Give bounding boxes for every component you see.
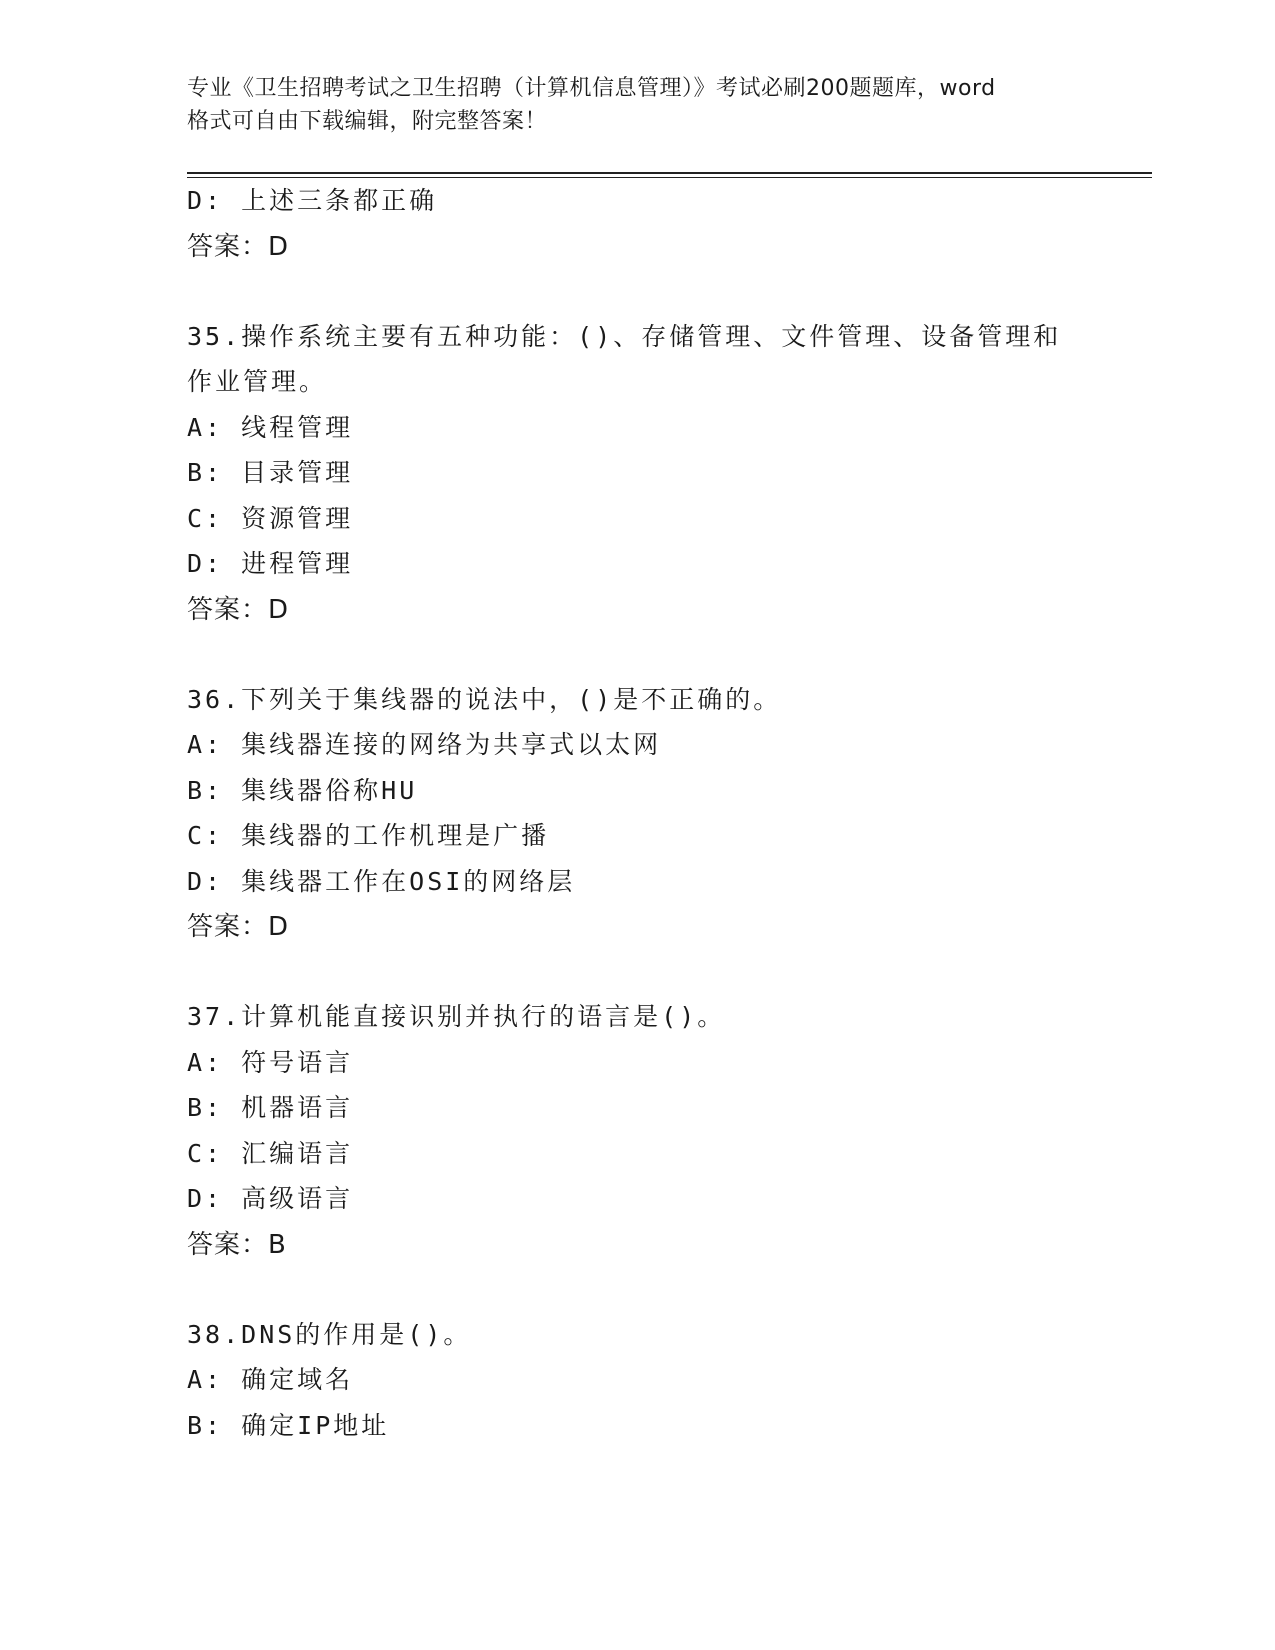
question-stem: 作业管理。 [187, 367, 328, 396]
question-37 [187, 994, 1152, 1268]
header-line-2: 格式可自由下载编辑，附完整答案！ [187, 109, 548, 134]
answer-line: 答案：D [187, 231, 290, 262]
option-b: B: 机器语言 [187, 1093, 354, 1122]
option-a: A: 符号语言 [187, 1047, 354, 1077]
answer-line: 答案：D [187, 912, 290, 942]
question-list [187, 178, 1152, 1448]
option-d: D: 进程管理 [187, 549, 354, 578]
option-a: A: 线程管理 [187, 412, 354, 442]
question-stem: 36.下列关于集线器的说法中，()是不正确的。 [187, 684, 782, 714]
document-header [187, 72, 1152, 138]
question-stem: 35.操作系统主要有五种功能：()、存储管理、文件管理、设备管理和 [187, 321, 1062, 351]
option-b: B: 集线器俗称HU [187, 775, 418, 805]
question-35 [187, 314, 1152, 633]
option-c: C: 资源管理 [187, 503, 354, 533]
option-d: D: 高级语言 [187, 1184, 354, 1213]
document-page [187, 72, 1152, 1448]
answer-line: 答案：B [187, 1229, 287, 1260]
question-stem: 38.DNS的作用是()。 [187, 1319, 472, 1349]
question-36 [187, 677, 1152, 951]
question-38 [187, 1312, 1152, 1449]
option-d: D: 集线器工作在OSI的网络层 [187, 866, 576, 896]
option-d: D: 上述三条都正确 [187, 186, 438, 215]
option-a: A: 集线器连接的网络为共享式以太网 [187, 730, 662, 759]
question-stem: 37.计算机能直接识别并执行的语言是()。 [187, 1002, 726, 1031]
answer-line: 答案：D [187, 594, 290, 625]
option-c: C: 汇编语言 [187, 1138, 354, 1168]
option-c: C: 集线器的工作机理是广播 [187, 821, 550, 850]
option-b: B: 确定IP地址 [187, 1410, 390, 1440]
header-line-1: 专业《卫生招聘考试之卫生招聘（计算机信息管理）》考试必刷200题题库，word [187, 76, 996, 101]
option-a: A: 确定域名 [187, 1365, 354, 1394]
option-b: B: 目录管理 [187, 458, 354, 487]
